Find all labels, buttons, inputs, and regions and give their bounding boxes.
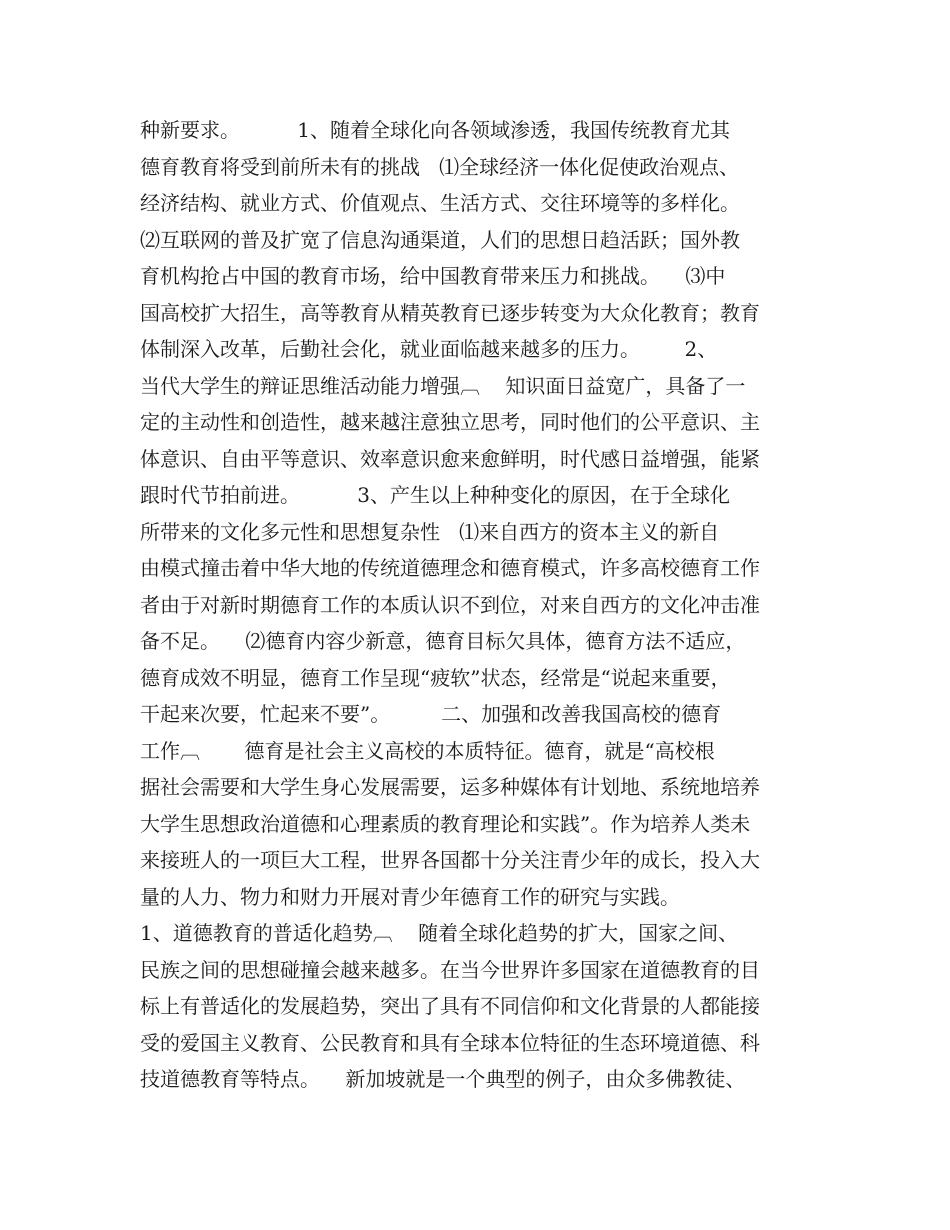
text-line: 定的主动性和创造性，越来越注意独立思考，同时他们的公平意识、主	[140, 410, 760, 434]
text-line: 据社会需要和大学生身心发展需要，运多种媒体有计划地、系统地培养	[140, 775, 760, 799]
text-line: 德育教育将受到前所未有的挑战 ⑴全球经济一体化促使政治观点、	[140, 154, 740, 179]
text-line: 量的人力、物力和财力开展对青少年德育工作的研究与实践。	[140, 884, 680, 909]
body-text	[140, 112, 830, 1098]
text-line: 所带来的文化多元性和思想复杂性 ⑴来自西方的资本主义的新自	[140, 519, 720, 544]
text-line: 种新要求。 1、随着全球化向各领域渗透，我国传统教育尤其	[140, 118, 730, 142]
text-line: 1、道德教育的普适化趋势︹ 随着全球化趋势的扩大，国家之间、	[140, 921, 739, 945]
text-line: ⑵互联网的普及扩宽了信息沟通渠道，人们的思想日趋活跃；国外教	[140, 227, 740, 252]
text-line: 工作︹ 德育是社会主义高校的本质特征。德育，就是“高校根	[140, 738, 715, 763]
text-line: 标上有普适化的发展趋势，突出了具有不同信仰和文化背景的人都能接	[140, 994, 760, 1018]
text-line: 国高校扩大招生，高等教育从精英教育已逐步转变为大众化教育；教育	[140, 300, 760, 325]
text-line: 来接班人的一项巨大工程，世界各国都十分关注青少年的成长，投入大	[140, 848, 760, 872]
text-line: 技道德教育等特点。 新加坡就是一个典型的例子，由众多佛教徒、	[140, 1067, 746, 1091]
text-line: 民族之间的思想碰撞会越来越多。在当今世界许多国家在道德教育的目	[140, 957, 760, 982]
text-line: 受的爱国主义教育、公民教育和具有全球本位特征的生态环境道德、科	[140, 1030, 760, 1055]
text-line: 跟时代节拍前进。 3、产生以上种种变化的原因，在于全球化	[140, 483, 730, 507]
text-line: 者由于对新时期德育工作的本质认识不到位，对来自西方的文化冲击准	[140, 592, 760, 617]
text-line: 体制深入改革，后勤社会化，就业面临越来越多的压力。 2、	[140, 337, 718, 361]
text-line: 大学生思想政治道德和心理素质的教育理论和实践”。作为培养人类未	[140, 811, 751, 836]
text-line: 德育成效不明显，德育工作呈现“疲软”状态，经常是“说起来重要，	[140, 665, 731, 690]
text-line: 当代大学生的辩证思维活动能力增强︹ 知识面日益宽广，具备了一	[140, 373, 746, 398]
text-line: 体意识、自由平等意识、效率意识愈来愈鲜明，时代感日益增强，能紧	[140, 446, 760, 471]
text-line: 备不足。 ⑵德育内容少新意，德育目标欠具体，德育方法不适应，	[140, 629, 746, 653]
text-line: 干起来次要，忙起来不要”。 二、加强和改善我国高校的德育	[140, 702, 722, 726]
text-line: 育机构抢占中国的教育市场，给中国教育带来压力和挑战。 ⑶中	[140, 264, 726, 288]
text-line: 由模式撞击着中华大地的传统道德理念和德育模式，许多高校德育工作	[140, 556, 760, 580]
text-line: 经济结构、就业方式、价值观点、生活方式、交往环境等的多样化。	[140, 191, 740, 215]
